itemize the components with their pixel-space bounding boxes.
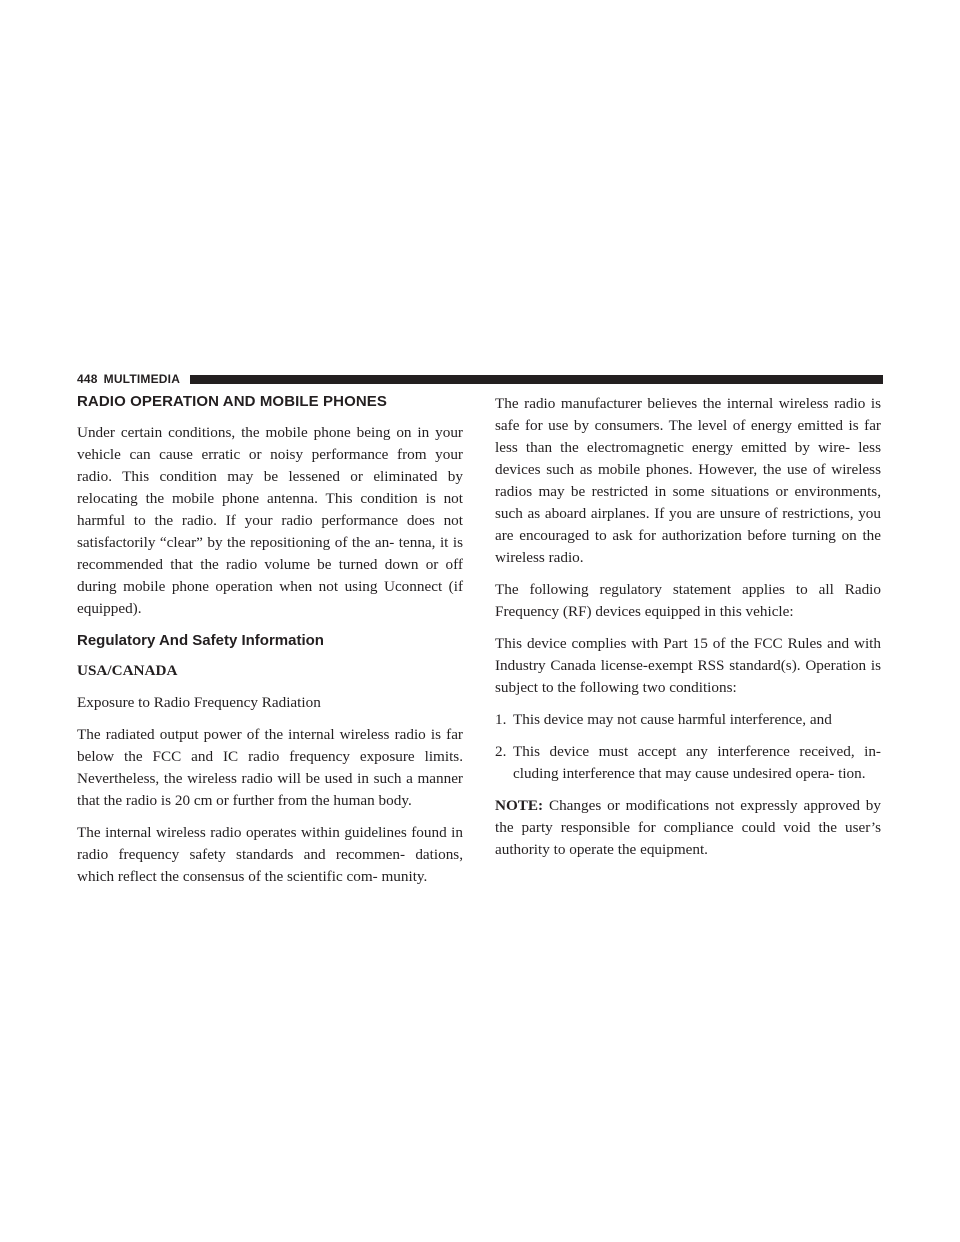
paragraph-radiated-power: The radiated output power of the internal wireless radio is far below the FCC and IC radio frequency exposure limits. Nevertheless, the wireless radio will be used in such a manner that the radio is 20 cm or further from the human body. (77, 726, 463, 809)
section-name: MULTIMEDIA (103, 372, 181, 386)
list-item-text: This device may not cause harmful interference, and (513, 711, 832, 728)
paragraph-safety-guidelines: The internal wireless radio operates within guidelines found in radio frequency safety standards and recommen- dations, which reflect the consensus of the scientific com- munity. (77, 824, 463, 885)
list-item-text: This device must accept any interference received, in- cluding interference that may cause undesired opera- tion. (513, 743, 881, 782)
page-number: 448 (77, 372, 98, 386)
section-title: RADIO OPERATION AND MOBILE PHONES (77, 393, 387, 410)
list-item-number: 2. (495, 743, 507, 760)
paragraph-regulatory-statement: The following regulatory statement applies to all Radio Frequency (RF) devices equipped in this vehicle: (495, 581, 881, 620)
paragraph-exposure-heading: Exposure to Radio Frequency Radiation (77, 694, 321, 711)
list-item (495, 709, 881, 731)
list-item-number: 1. (495, 711, 507, 728)
note-text: Changes or modifications not expressly approved by the party responsible for compliance could void the user’s authority to operate the equipment. (495, 797, 881, 858)
page-header (77, 372, 883, 386)
subsection-title: Regulatory And Safety Information (77, 632, 324, 649)
list-item (495, 741, 881, 785)
note-paragraph (495, 795, 881, 861)
paragraph-mobile-phone-interference: Under certain conditions, the mobile phone being on in your vehicle can cause erratic or noisy performance from your radio. This condition may be lessened or eliminated by relocating the mobile phone antenna. This condition is not harmful to the radio. If your radio performance does not satisfactorily “clear” by the repositioning of the an- tenna, it is recommended that the radio volume be turned down or off during mobile phone operation when not using Uconnect (if equipped). (77, 424, 463, 617)
paragraph-manufacturer-belief: The radio manufacturer believes the internal wireless radio is safe for use by consumers. The level of energy emitted is far less than the electromagnetic energy emitted by wire- less devices such as mobile phones. However, the use of wireless radios may be restricted in some situations or environments, such as aboard airplanes. If you are unsure of restrictions, you are encouraged to ask for authorization before turning on the wireless radio. (495, 395, 881, 566)
paragraph-fcc-compliance: This device complies with Part 15 of the FCC Rules and with Industry Canada license-exempt RSS standard(s). Operation is subject to the following two conditions: (495, 635, 881, 696)
right-column (495, 393, 881, 871)
left-column (77, 393, 463, 898)
header-rule (190, 375, 883, 384)
note-label: NOTE: (495, 797, 544, 814)
region-heading: USA/CANADA (77, 662, 178, 679)
